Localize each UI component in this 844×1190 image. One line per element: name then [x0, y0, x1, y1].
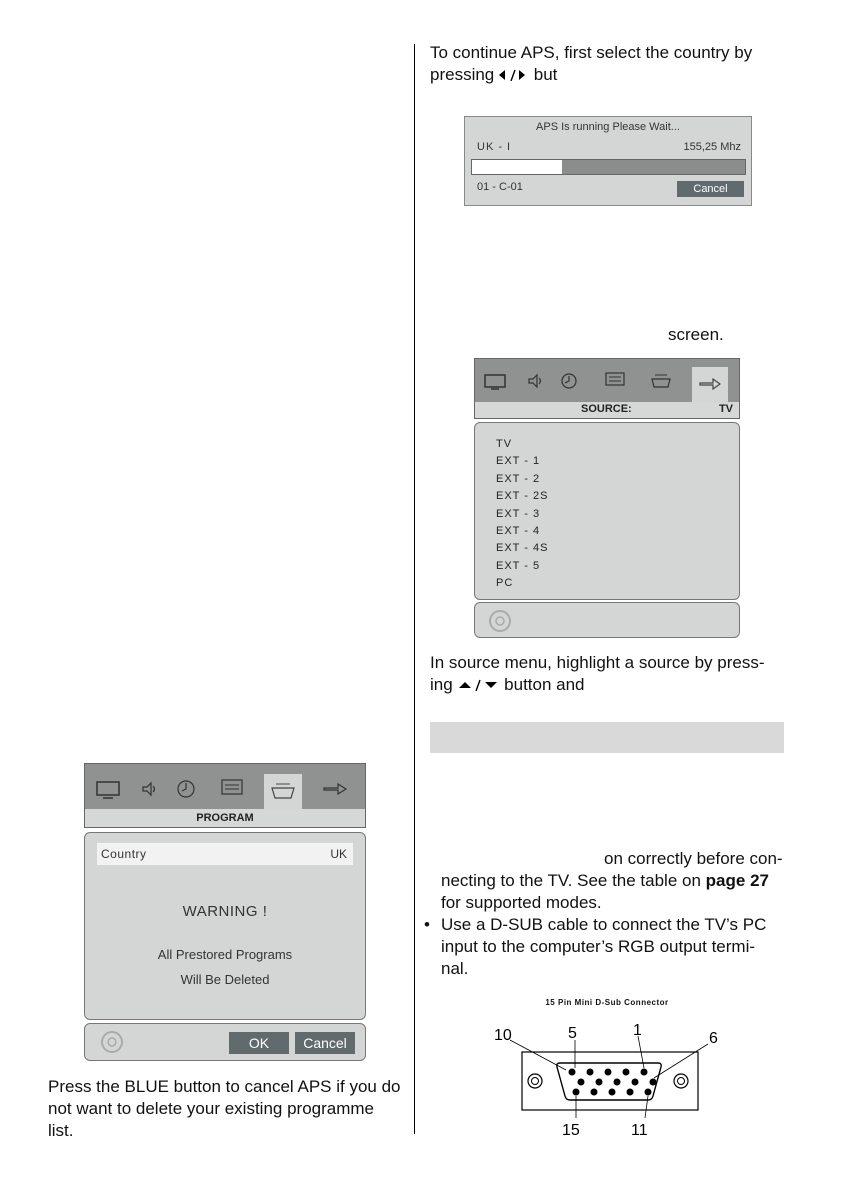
source-item[interactable]: EXT - 5 — [496, 559, 541, 572]
pc-text-line2: necting to the TV. See the table on page 27 — [441, 871, 769, 890]
aps-country: UK - I — [477, 141, 512, 153]
cancel-button[interactable]: Cancel — [295, 1032, 355, 1054]
up-down-arrows-icon — [457, 679, 499, 691]
warning-message-line1: All Prestored Programs — [157, 947, 293, 962]
source-item[interactable]: PC — [496, 577, 514, 590]
warning-title: WARNING ! — [182, 903, 268, 920]
pc-text-line3: for supported modes. — [441, 893, 602, 912]
program-bottom-bar — [84, 1023, 366, 1061]
source-list-panel — [474, 422, 740, 600]
cancel-aps-para-line1: Press the BLUE button to cancel APS if you do — [48, 1077, 401, 1096]
program-icon-bar — [84, 763, 366, 811]
pin-label-5: 5 — [568, 1025, 577, 1042]
aps-status-title: APS Is running Please Wait... — [536, 121, 680, 133]
aps-cancel-button[interactable]: Cancel — [677, 181, 744, 197]
column-divider — [414, 44, 415, 1134]
tv-icon[interactable] — [95, 780, 121, 800]
pin-label-15: 15 — [562, 1122, 580, 1138]
source-item[interactable]: EXT - 4S — [496, 542, 549, 555]
aps-intro-line2: pressing but — [430, 65, 558, 84]
pin-label-10: 10 — [494, 1027, 512, 1044]
source-icon-bar — [474, 358, 740, 404]
clock-icon[interactable] — [559, 371, 579, 391]
source-list — [496, 436, 548, 593]
pc-text-line1: on correctly before con- — [604, 849, 783, 868]
country-value: UK — [330, 847, 347, 861]
country-row[interactable] — [97, 843, 353, 865]
source-icon[interactable] — [697, 371, 723, 391]
cancel-aps-para-line3: list. — [48, 1121, 74, 1140]
left-right-arrows-icon — [499, 69, 529, 81]
source-label-strip — [474, 402, 740, 419]
source-para-line2: ing button and — [430, 675, 585, 694]
section-heading-bar — [430, 722, 784, 753]
pin-label-1: 1 — [633, 1022, 642, 1039]
sound-icon[interactable] — [139, 778, 159, 800]
install-icon[interactable] — [649, 371, 673, 391]
source-item[interactable]: EXT - 1 — [496, 455, 541, 468]
dsub-bullet: • Use a D-SUB cable to connect the TV’s PC input to the computer’s RGB output termi- nal. — [424, 915, 767, 978]
source-item[interactable]: EXT - 2 — [496, 472, 541, 485]
program-label-strip — [84, 809, 366, 828]
ok-button[interactable]: OK — [229, 1032, 289, 1054]
sound-icon[interactable] — [525, 371, 545, 391]
pin-label-6: 6 — [709, 1030, 718, 1047]
connector-title: 15 Pin Mini D-Sub Connector — [545, 998, 669, 1007]
screen-word: screen. — [668, 325, 724, 344]
aps-channel: 01 - C-01 — [477, 181, 523, 193]
aps-intro-line1: To continue APS, first select the country by — [430, 43, 753, 62]
aps-dialog — [464, 116, 752, 206]
feature-icon[interactable] — [603, 369, 629, 391]
source-item[interactable]: EXT - 3 — [496, 507, 541, 520]
source-current-value: TV — [718, 403, 733, 415]
source-para-line1: In source menu, highlight a source by press- — [430, 653, 765, 672]
clock-icon[interactable] — [175, 778, 197, 800]
source-label: SOURCE: — [581, 403, 632, 415]
pin-label-11: 11 — [631, 1122, 648, 1138]
source-bottom-bar — [474, 602, 740, 638]
install-icon[interactable] — [269, 780, 297, 802]
tv-icon[interactable] — [483, 373, 507, 391]
cancel-aps-para-line2: not want to delete your existing programme — [48, 1099, 375, 1118]
navigation-pad-icon — [487, 608, 513, 634]
source-item[interactable]: EXT - 2S — [496, 490, 549, 503]
aps-progress-fill — [472, 160, 562, 174]
aps-progress-bar — [471, 159, 746, 175]
feature-icon[interactable] — [219, 776, 247, 800]
country-label: Country — [101, 847, 147, 861]
source-item[interactable]: TV — [496, 438, 513, 450]
dsub-connector-diagram — [480, 1014, 740, 1138]
program-panel — [84, 832, 366, 1020]
warning-message-line2: Will Be Deleted — [180, 972, 270, 987]
source-item[interactable]: EXT - 4 — [496, 525, 541, 538]
program-label: PROGRAM — [196, 812, 254, 824]
source-icon[interactable] — [321, 778, 349, 798]
navigation-pad-icon — [99, 1029, 125, 1055]
aps-frequency: 155,25 Mhz — [683, 141, 741, 153]
